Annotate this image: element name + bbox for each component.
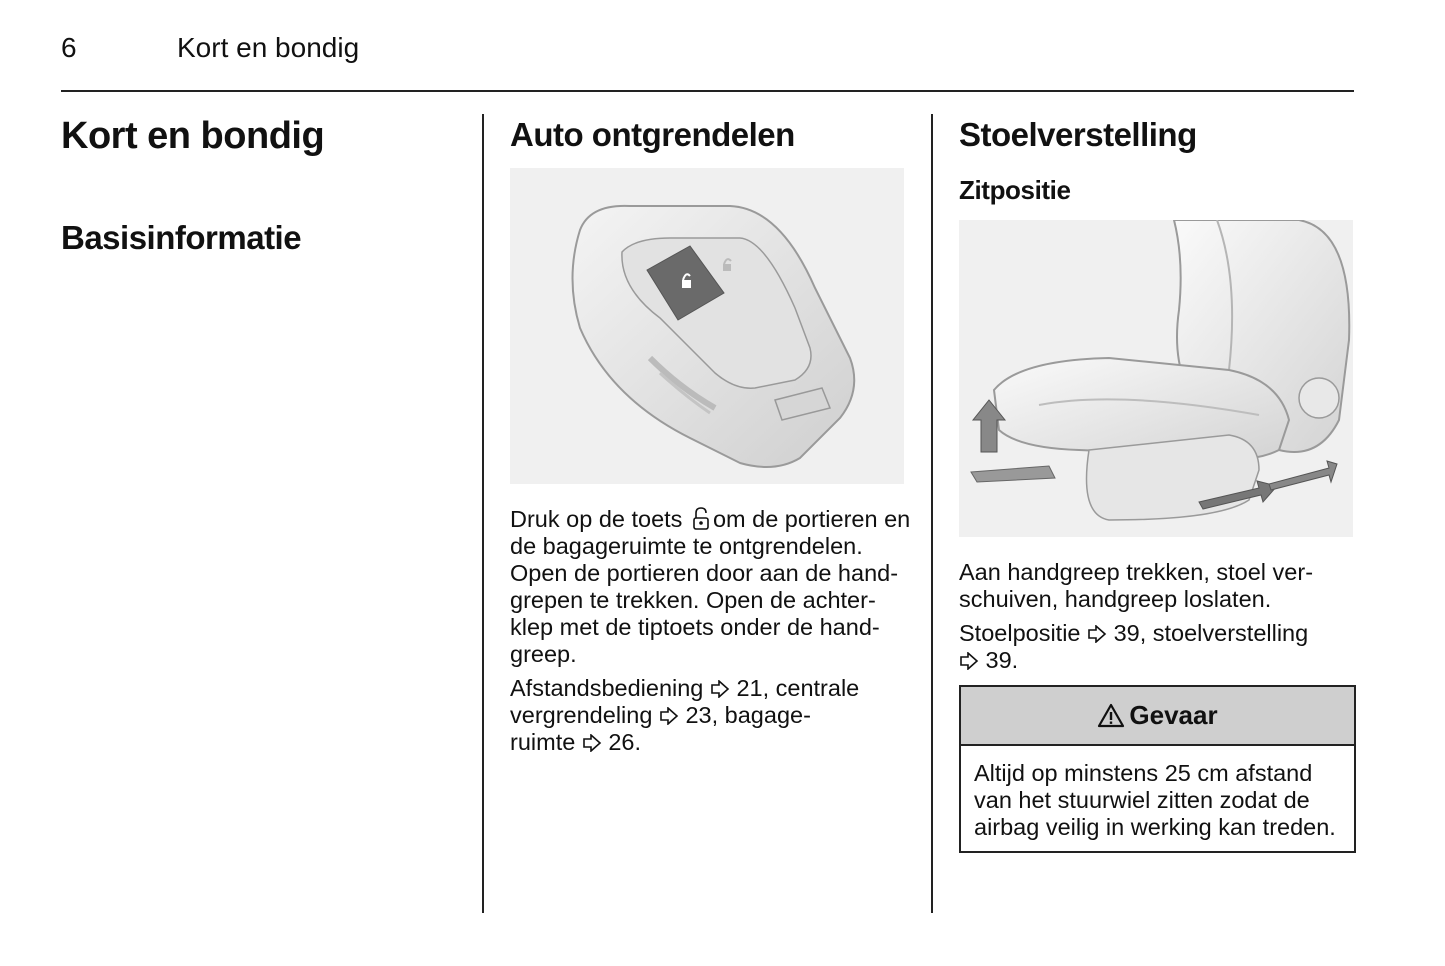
warning-triangle-icon [1097,703,1125,728]
unlock-symbol-icon [691,507,711,531]
danger-warning-box [959,685,1356,853]
key-fob-illustration [510,168,904,484]
column-divider-2 [931,114,933,913]
page-reference-arrow-icon [1087,625,1107,643]
danger-warning-text: Altijd op minstens 25 cm afstand van het stuurwiel zitten zodat de airbag veilig in werking kan treden. [974,760,1336,840]
section-title: Basisinformatie [61,219,302,256]
seat-subsection-title: Zitpositie [959,175,1071,205]
seat-instructions: Aan handgreep trekken, stoel ver- schuiven, handgreep loslaten. [959,559,1314,612]
page-reference-arrow-icon [710,680,730,698]
unlock-section-title: Auto ontgrendelen [510,116,795,153]
car-seat-icon [959,220,1353,537]
page-reference-arrow-icon [659,707,679,725]
chapter-title: Kort en bondig [61,115,325,157]
page-number: 6 [61,32,77,63]
key-fob-icon [510,168,904,484]
danger-warning-header [961,687,1354,746]
unlock-instructions: Druk op de toets om de portieren en de bagageruimte te ontgrendelen. Open de portieren door aan de hand- grepen te trekken. Open de achter- klep met de tiptoets onder de hand- greep. [510,506,911,667]
running-header-title: Kort en bondig [177,32,360,63]
column-divider-1 [482,114,484,913]
seat-section-title: Stoelverstelling [959,116,1197,153]
seat-references: Stoelpositie 39, stoelverstelling 39. [959,620,1309,673]
unlock-references: Afstandsbediening 21, centrale vergrendeling 23, bagage- ruimte 26. [510,675,860,755]
danger-warning-title: Gevaar [1129,700,1218,730]
page-reference-arrow-icon [582,734,602,752]
seat-adjustment-illustration [959,220,1353,537]
page-reference-arrow-icon [959,652,979,670]
header-divider [61,90,1354,92]
